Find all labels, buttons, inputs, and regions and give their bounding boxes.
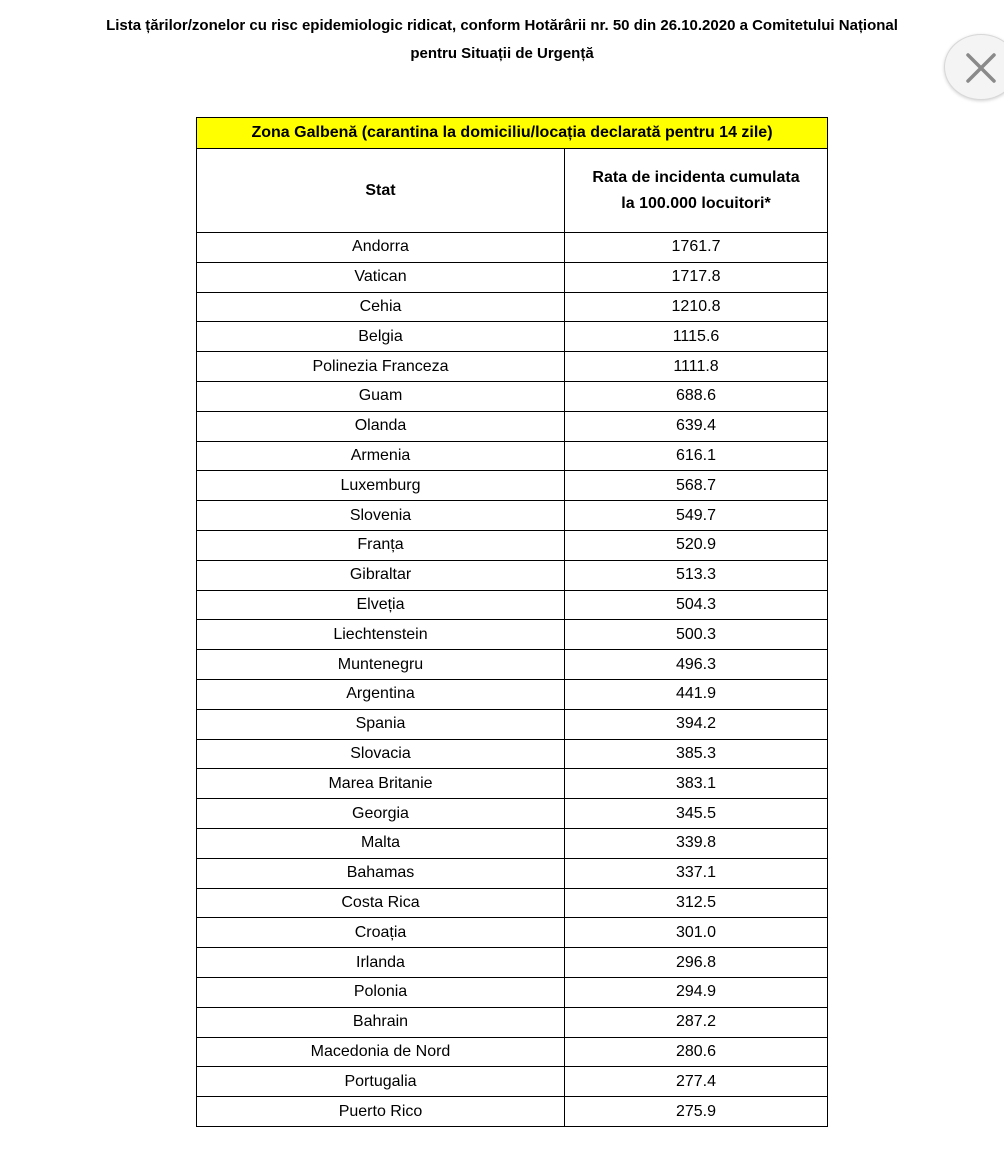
table-row (197, 262, 828, 292)
incidence-rate-cell: 345.5 (565, 799, 828, 829)
country-cell: Georgia (197, 799, 565, 829)
incidence-rate-cell: 500.3 (565, 620, 828, 650)
table-row (197, 1067, 828, 1097)
incidence-rate-cell: 385.3 (565, 739, 828, 769)
table-row (197, 352, 828, 382)
country-cell: Vatican (197, 262, 565, 292)
column-header-rate-line-1: Rata de incidenta cumulata (592, 168, 800, 186)
incidence-rate-cell: 1111.8 (565, 352, 828, 382)
table-row (197, 769, 828, 799)
table-row (197, 828, 828, 858)
incidence-rate-cell: 294.9 (565, 977, 828, 1007)
country-cell: Polonia (197, 977, 565, 1007)
table-row (197, 381, 828, 411)
incidence-rate-cell: 383.1 (565, 769, 828, 799)
country-cell: Portugalia (197, 1067, 565, 1097)
country-cell: Bahrain (197, 1007, 565, 1037)
table-row (197, 560, 828, 590)
document-title (0, 12, 1004, 68)
country-cell: Elveția (197, 590, 565, 620)
incidence-rate-cell: 275.9 (565, 1097, 828, 1127)
incidence-rate-cell: 549.7 (565, 501, 828, 531)
table-row (197, 1097, 828, 1127)
country-cell: Marea Britanie (197, 769, 565, 799)
country-cell: Costa Rica (197, 888, 565, 918)
table-row (197, 530, 828, 560)
incidence-rate-cell: 339.8 (565, 828, 828, 858)
table-row (197, 1007, 828, 1037)
country-cell: Guam (197, 381, 565, 411)
column-header-rate (565, 149, 828, 233)
incidence-rate-cell: 496.3 (565, 650, 828, 680)
table-row (197, 858, 828, 888)
country-cell: Polinezia Franceza (197, 352, 565, 382)
incidence-rate-cell: 568.7 (565, 471, 828, 501)
column-header-row (197, 149, 828, 233)
incidence-rate-cell: 394.2 (565, 709, 828, 739)
country-cell: Macedonia de Nord (197, 1037, 565, 1067)
table-row (197, 650, 828, 680)
table-body (197, 233, 828, 1127)
incidence-rate-cell: 504.3 (565, 590, 828, 620)
table-row (197, 977, 828, 1007)
incidence-rate-cell: 287.2 (565, 1007, 828, 1037)
incidence-rate-cell: 296.8 (565, 948, 828, 978)
incidence-rate-cell: 1210.8 (565, 292, 828, 322)
country-cell: Irlanda (197, 948, 565, 978)
country-cell: Franța (197, 530, 565, 560)
country-cell: Muntenegru (197, 650, 565, 680)
country-cell: Slovacia (197, 739, 565, 769)
table-row (197, 948, 828, 978)
country-cell: Olanda (197, 411, 565, 441)
incidence-rate-cell: 616.1 (565, 441, 828, 471)
close-x-icon (964, 52, 998, 84)
incidence-rate-cell: 441.9 (565, 679, 828, 709)
country-cell: Spania (197, 709, 565, 739)
table-row (197, 233, 828, 263)
country-cell: Malta (197, 828, 565, 858)
table-row (197, 1037, 828, 1067)
country-cell: Slovenia (197, 501, 565, 531)
document-title-line-2: pentru Situații de Urgență (410, 45, 594, 62)
table-row (197, 888, 828, 918)
incidence-rate-cell: 1717.8 (565, 262, 828, 292)
country-cell: Gibraltar (197, 560, 565, 590)
table-row (197, 322, 828, 352)
zone-title-row (197, 118, 828, 149)
country-cell: Andorra (197, 233, 565, 263)
incidence-rate-cell: 312.5 (565, 888, 828, 918)
incidence-rate-cell: 337.1 (565, 858, 828, 888)
country-cell: Croația (197, 918, 565, 948)
country-cell: Argentina (197, 679, 565, 709)
table-row (197, 411, 828, 441)
column-header-stat: Stat (197, 149, 565, 233)
incidence-rate-cell: 1761.7 (565, 233, 828, 263)
table-row (197, 679, 828, 709)
zone-title: Zona Galbenă (carantina la domiciliu/locația declarată pentru 14 zile) (197, 118, 828, 149)
close-button[interactable] (944, 34, 1004, 100)
table-row (197, 471, 828, 501)
table-row (197, 590, 828, 620)
incidence-rate-cell: 688.6 (565, 381, 828, 411)
table-row (197, 441, 828, 471)
table-row (197, 739, 828, 769)
incidence-rate-cell: 1115.6 (565, 322, 828, 352)
country-cell: Puerto Rico (197, 1097, 565, 1127)
table-row (197, 799, 828, 829)
incidence-rate-cell: 301.0 (565, 918, 828, 948)
yellow-zone-table (196, 117, 828, 1127)
document-title-line-1: Lista țărilor/zonelor cu risc epidemiologic ridicat, conform Hotărârii nr. 50 din 26.10.2020 a Comitetului Național (106, 17, 898, 34)
column-header-rate-line-2: la 100.000 locuitori* (621, 194, 771, 212)
table-row (197, 918, 828, 948)
incidence-rate-cell: 280.6 (565, 1037, 828, 1067)
country-cell: Bahamas (197, 858, 565, 888)
incidence-rate-cell: 520.9 (565, 530, 828, 560)
incidence-rate-cell: 639.4 (565, 411, 828, 441)
table-row (197, 709, 828, 739)
country-cell: Luxemburg (197, 471, 565, 501)
table-row (197, 620, 828, 650)
incidence-rate-cell: 513.3 (565, 560, 828, 590)
table-row (197, 501, 828, 531)
country-cell: Belgia (197, 322, 565, 352)
table-row (197, 292, 828, 322)
incidence-rate-cell: 277.4 (565, 1067, 828, 1097)
country-cell: Liechtenstein (197, 620, 565, 650)
country-cell: Cehia (197, 292, 565, 322)
country-cell: Armenia (197, 441, 565, 471)
